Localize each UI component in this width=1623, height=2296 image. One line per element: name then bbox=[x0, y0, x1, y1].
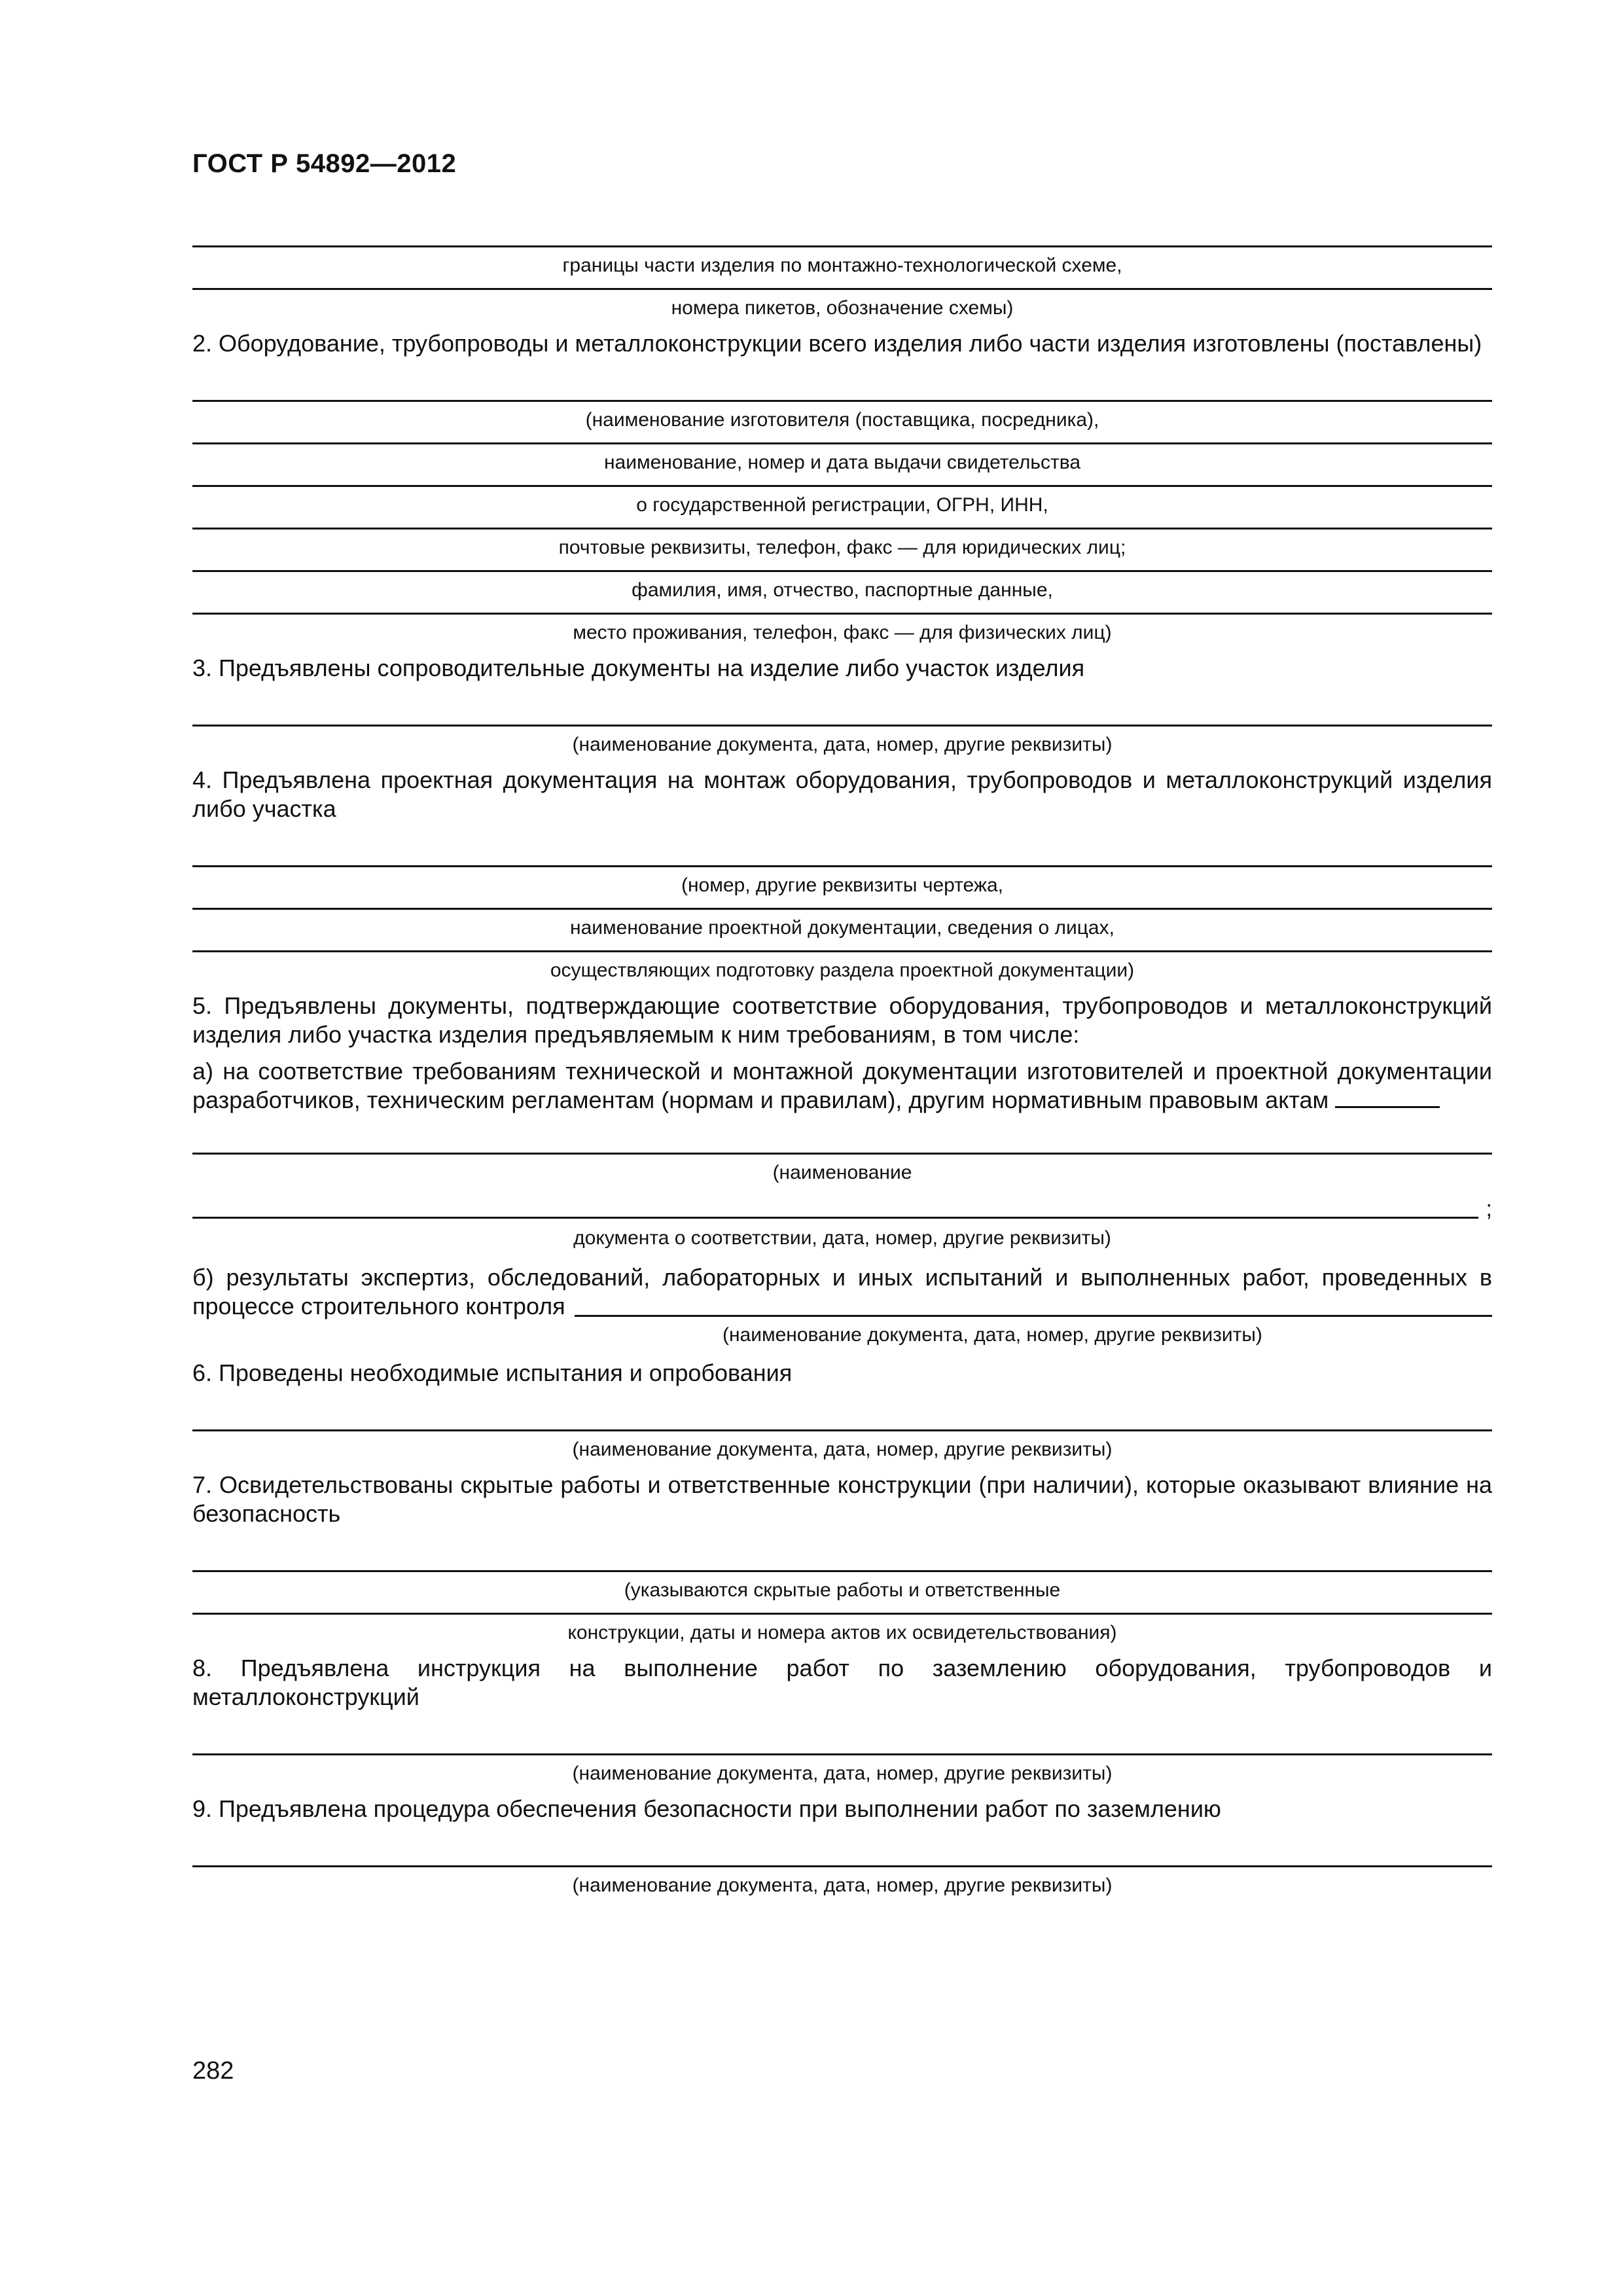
field-caption: наименование проектной документации, сведения о лицах, bbox=[570, 917, 1115, 939]
item-7: 7. Освидетельствованы скрытые работы и ответственные конструкции (при наличии), которые оказывают влияние на безопасность bbox=[192, 1471, 1492, 1527]
blank-line bbox=[192, 400, 1492, 402]
field-caption: фамилия, имя, отчество, паспортные данные, bbox=[632, 579, 1053, 601]
field-caption: о государственной регистрации, ОГРН, ИНН, bbox=[636, 494, 1048, 516]
blank-line bbox=[192, 1753, 1492, 1755]
blank-line bbox=[192, 528, 1492, 529]
blank-line bbox=[192, 570, 1492, 572]
item-5b-line1: б) результаты экспертиз, обследований, лабораторных и иных испытаний и выполненных работ, проведенных в bbox=[192, 1264, 1492, 1291]
document-header: ГОСТ Р 54892—2012 bbox=[192, 149, 457, 178]
blank-line bbox=[192, 908, 1492, 910]
blank-line bbox=[192, 245, 1492, 247]
field-caption: (наименование документа, дата, номер, другие реквизиты) bbox=[572, 1439, 1113, 1460]
blank-line bbox=[192, 288, 1492, 290]
blank-line bbox=[192, 485, 1492, 487]
page-number: 282 bbox=[192, 2057, 234, 2085]
field-caption: (наименование документа, дата, номер, другие реквизиты) bbox=[572, 1763, 1113, 1784]
item-5: 5. Предъявлены документы, подтверждающие соответствие оборудования, трубопроводов и металлоконструкций изделия либо участка изделия предъявляемым к ним требованиям, в том числе: bbox=[192, 992, 1492, 1048]
blank-line bbox=[192, 1429, 1492, 1431]
item-3: 3. Предъявлены сопроводительные документы на изделие либо участок изделия bbox=[192, 655, 1085, 681]
blank-line bbox=[192, 1570, 1492, 1572]
inline-blank bbox=[575, 1315, 1492, 1317]
blank-line bbox=[192, 725, 1492, 726]
field-caption: конструкции, даты и номера актов их освидетельствования) bbox=[567, 1622, 1117, 1643]
blank-line bbox=[192, 613, 1492, 615]
field-caption: (наименование изготовителя (поставщика, посредника), bbox=[585, 409, 1099, 431]
field-caption: документа о соответствии, дата, номер, другие реквизиты) bbox=[573, 1227, 1111, 1249]
form-body bbox=[192, 245, 1492, 1908]
blank-line bbox=[192, 865, 1492, 867]
item-5b-text: процессе строительного контроля bbox=[192, 1293, 565, 1319]
field-caption: (указываются скрытые работы и ответственные bbox=[624, 1579, 1061, 1601]
field-caption: номера пикетов, обозначение схемы) bbox=[671, 297, 1014, 319]
inline-blank bbox=[1335, 1086, 1440, 1108]
field-caption: (наименование документа, дата, номер, другие реквизиты) bbox=[572, 1874, 1113, 1896]
blank-line bbox=[192, 950, 1492, 952]
field-caption: осуществляющих подготовку раздела проектной документации) bbox=[550, 960, 1135, 981]
item-8: 8. Предъявлена инструкция на выполнение работ по заземлению оборудования, трубопроводов и металлоконструкций bbox=[192, 1655, 1492, 1710]
item-6: 6. Проведены необходимые испытания и опробования bbox=[192, 1359, 793, 1386]
field-caption: почтовые реквизиты, телефон, факс — для юридических лиц; bbox=[558, 537, 1126, 558]
item-5a bbox=[192, 1057, 1492, 1115]
item-5a-text: а) на соответствие требованиям технической и монтажной документации изготовителей и проектной документации разработчиков, техническим регламентам (нормам и правилам), другим нормативным правовым актам bbox=[192, 1058, 1492, 1113]
blank-line bbox=[192, 1217, 1478, 1219]
item-2: 2. Оборудование, трубопроводы и металлоконструкции всего изделия либо части изделия изготовлены (поставлены) bbox=[192, 330, 1482, 357]
field-caption: (наименование bbox=[772, 1162, 912, 1183]
blank-line bbox=[192, 442, 1492, 444]
field-caption: (наименование документа, дата, номер, другие реквизиты) bbox=[722, 1324, 1262, 1346]
blank-line bbox=[192, 1613, 1492, 1615]
blank-line-with-semicolon bbox=[192, 1198, 1492, 1220]
item-5b-line2 bbox=[192, 1292, 1492, 1321]
field-caption: (наименование документа, дата, номер, другие реквизиты) bbox=[572, 734, 1113, 755]
field-caption: наименование, номер и дата выдачи свидетельства bbox=[603, 452, 1081, 473]
field-caption: границы части изделия по монтажно-технологической схеме, bbox=[562, 255, 1122, 276]
field-caption: место проживания, телефон, факс — для физических лиц) bbox=[573, 622, 1112, 643]
blank-line bbox=[192, 1153, 1492, 1155]
item-9: 9. Предъявлена процедура обеспечения безопасности при выполнении работ по заземлению bbox=[192, 1795, 1221, 1822]
field-caption: (номер, другие реквизиты чертежа, bbox=[681, 874, 1003, 896]
item-4: 4. Предъявлена проектная документация на монтаж оборудования, трубопроводов и металлоконструкций изделия либо участка bbox=[192, 766, 1492, 822]
blank-line bbox=[192, 1865, 1492, 1867]
semicolon: ; bbox=[1486, 1196, 1492, 1221]
